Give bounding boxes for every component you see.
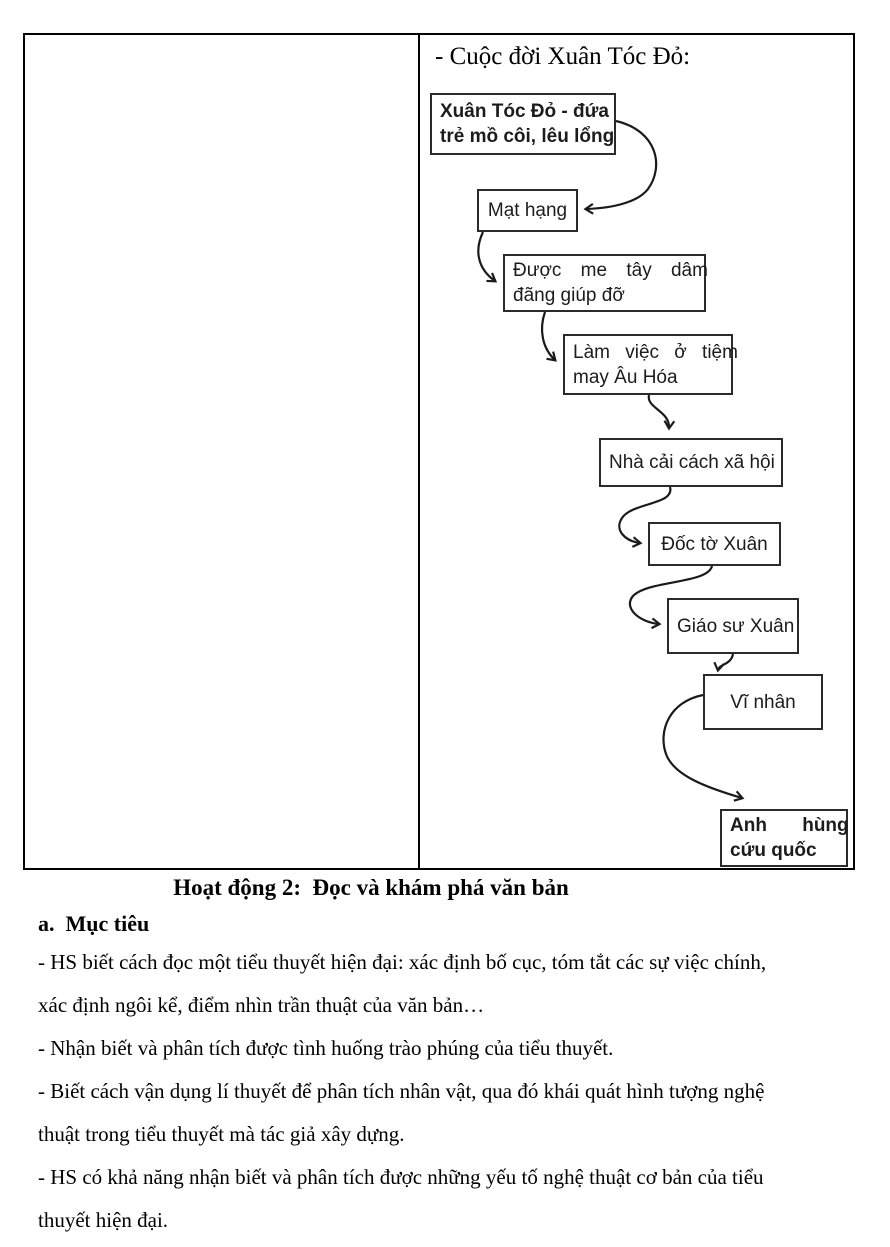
- node-line: Anh hùng: [730, 815, 849, 836]
- section-subheading: a. Mục tiêu: [38, 911, 150, 936]
- paragraph-line: - HS có khả năng nhận biết và phân tích được những yếu tố nghệ thuật cơ bản của tiểu: [38, 1165, 764, 1189]
- node-line: cứu quốc: [730, 840, 817, 861]
- node-line: Đốc tờ Xuân: [661, 533, 768, 555]
- flowchart-node-vi-nhan: [703, 674, 823, 730]
- flowchart-node-giao-su-xuan: [667, 598, 799, 654]
- paragraph: [38, 1156, 856, 1242]
- table-cell-left: [25, 35, 420, 868]
- flowchart-node-origin: [430, 93, 616, 155]
- flowchart-node-anh-hung: [720, 809, 848, 867]
- paragraph-line: - HS biết cách đọc một tiểu thuyết hiện đại: xác định bố cục, tóm tắt các sự việc chính,: [38, 950, 767, 974]
- flowchart-title: - Cuộc đời Xuân Tóc Đỏ:: [435, 43, 691, 70]
- paragraph: [38, 941, 856, 1027]
- paragraph-line: - Nhận biết và phân tích được tình huống trào phúng của tiểu thuyết.: [38, 1036, 614, 1060]
- table-cell-right: [420, 35, 853, 868]
- node-line: Xuân Tóc Đỏ - đứa: [440, 101, 609, 122]
- flowchart-node-tiem-may: [563, 334, 738, 395]
- flowchart-node-doc-to-xuan: [648, 522, 781, 566]
- content-table: [23, 33, 855, 870]
- paragraph-line: xác định ngôi kể, điểm nhìn trần thuật của văn bản…: [38, 993, 485, 1017]
- flowchart-node-nha-cai-cach: [599, 438, 783, 487]
- paragraph: [38, 1070, 856, 1156]
- paragraph-line: thuật trong tiểu thuyết mà tác giả xây dựng.: [38, 1122, 405, 1146]
- node-line: Làm việc ở tiệm: [573, 341, 738, 363]
- paragraph-line: thuyết hiện đại.: [38, 1208, 169, 1232]
- flowchart-node-mat-hang: [477, 189, 578, 232]
- arrow-2: [478, 232, 495, 281]
- section-heading: Hoạt động 2: Đọc và khám phá văn bản: [173, 875, 569, 900]
- arrow-4: [649, 395, 669, 428]
- paragraph: [38, 1027, 856, 1070]
- node-line: Được me tây dâm: [513, 260, 708, 281]
- arrow-3: [542, 312, 555, 360]
- paragraph-line: - Biết cách vận dụng lí thuyết để phân tích nhân vật, qua đó khái quát hình tượng nghệ: [38, 1079, 765, 1103]
- arrow-7: [718, 654, 733, 670]
- node-line: Nhà cải cách xã hội: [609, 452, 775, 473]
- node-line: Mạt hạng: [487, 200, 568, 221]
- node-line: may Âu Hóa: [573, 366, 678, 388]
- node-line: đãng giúp đỡ: [513, 285, 625, 306]
- node-line: Vĩ nhân: [730, 691, 796, 713]
- flowchart-node-me-tay: [503, 254, 706, 312]
- section-content: [38, 872, 856, 1242]
- node-line: trẻ mồ côi, lêu lổng: [440, 126, 615, 147]
- node-line: Giáo sư Xuân: [677, 615, 795, 637]
